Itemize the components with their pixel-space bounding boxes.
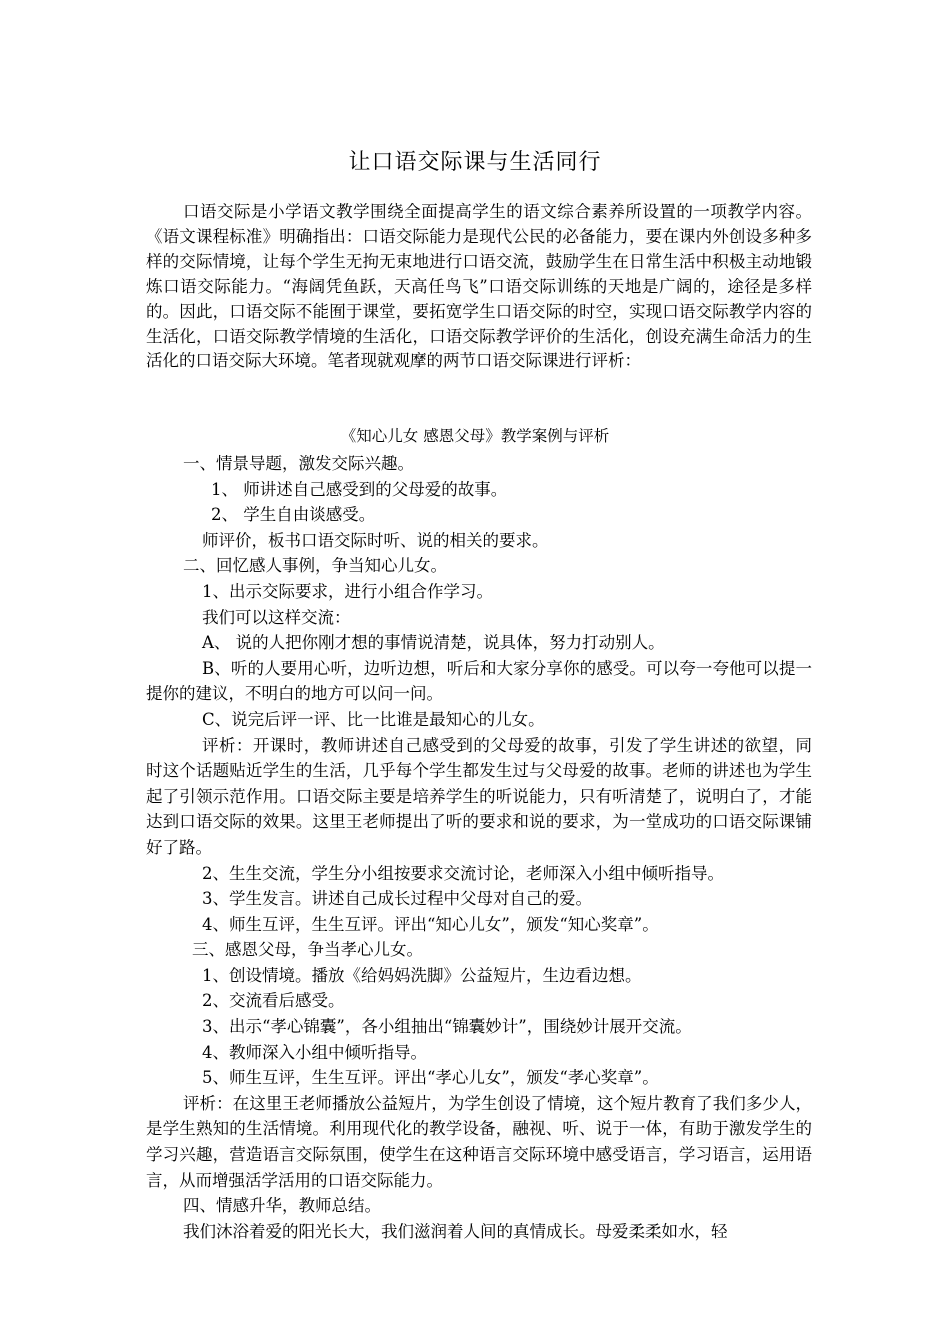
list-item: 2、交流看后感受。 — [202, 991, 345, 1011]
analysis-paragraph-2: 评析：在这里王老师播放公益短片，为学生创设了情境，这个短片教育了我们多少人，是学生熟知的生活情境。利用现代化的教学设备，融视、听、说于一体，有助于激发学生的学习兴趣，营造语言交际氛围，使学生在这种语言交际环境中感受语言，学习语言，运用语言，从而增强活学活用的口语交际能力。 — [146, 1093, 812, 1190]
list-item: 3、出示“孝心锦囊”，各小组抽出“锦囊妙计”，围绕妙计展开交流。 — [202, 1017, 692, 1037]
list-item: 我们可以这样交流： — [202, 607, 351, 627]
list-item: 2、生生交流，学生分小组按要求交流讨论，老师深入小组中倾听指导。 — [202, 863, 724, 883]
list-item: 1、出示交际要求，进行小组合作学习。 — [202, 581, 493, 601]
section-heading-4: 四、情感升华，教师总结。 — [183, 1196, 381, 1216]
list-item: B、听的人要用心听，边听边想，听后和大家分享你的感受。可以夸一夸他可以提一提你的建议，不明白的地方可以问一问。 — [146, 658, 812, 704]
list-item: 4、师生互评，生生互评。评出“知心儿女”，颁发“知心奖章”。 — [202, 914, 659, 934]
list-item: 5、师生互评，生生互评。评出“孝心儿女”，颁发“孝心奖章”。 — [202, 1068, 659, 1088]
list-item: C、说完后评一评、比一比谁是最知心的儿女。 — [202, 709, 545, 729]
case-body — [146, 451, 812, 1244]
analysis-paragraph-1: 评析：开课时，教师讲述自己感受到的父母爱的故事，引发了学生讲述的欲望，同时这个话题贴近学生的生活，几乎每个学生都发生过与父母爱的故事。老师的讲述也为学生起了引领示范作用。口语交际主要是培养学生的听说能力，只有听清楚了，说明白了，才能达到口语交际的效果。这里王老师提出了听的要求和说的要求，为一堂成功的口语交际课铺好了路。 — [146, 735, 812, 857]
section-heading-1: 一、情景导题，激发交际兴趣。 — [183, 454, 414, 473]
list-item: 2、 学生自由谈感受。 — [211, 505, 376, 525]
closing-paragraph: 我们沐浴着爱的阳光长大，我们滋润着人间的真情成长。母爱柔柔如水，轻 — [183, 1221, 728, 1241]
section-heading-2: 二、回忆感人事例，争当知心儿女。 — [183, 556, 447, 576]
list-item: 3、学生发言。讲述自己成长过程中父母对自己的爱。 — [202, 889, 592, 909]
case-title: 《知心儿女 感恩父母》教学案例与评析 — [340, 427, 610, 445]
list-item: 1、 师讲述自己感受到的父母爱的故事。 — [211, 479, 508, 499]
list-item: 1、创设情境。播放《给妈妈洗脚》公益短片，生边看边想。 — [202, 965, 642, 985]
teacher-comment: 师评价，板书口语交际时听、说的相关的要求。 — [202, 530, 549, 550]
intro-paragraph: 口语交际是小学语文教学围绕全面提高学生的语文综合素养所设置的一项教学内容。《语文课程标准》明确指出：口语交际能力是现代公民的必备能力，要在课内外创设多种多样的交际情境，让每个学生无拘无束地进行口语交流，鼓励学生在日常生活中积极主动地锻炼口语交际能力。“海阔凭鱼跃，天高任鸟飞”口语交际训练的天地是广阔的，途径是多样的。因此，口语交际不能囿于课堂，要拓宽学生口语交际的时空，实现口语交际教学内容的生活化，口语交际教学情境的生活化，口语交际教学评价的生活化，创设充满生命活力的生活化的口语交际大环境。笔者现就观摩的两节口语交际课进行评析： — [146, 202, 812, 371]
section-heading-3: 三、感恩父母，争当孝心儿女。 — [192, 940, 423, 960]
list-item: 4、教师深入小组中倾听指导。 — [202, 1042, 427, 1062]
document-title: 让口语交际课与生活同行 — [348, 150, 602, 175]
list-item: A、 说的人把你刚才想的事情说清楚，说具体，努力打动别人。 — [202, 633, 665, 653]
